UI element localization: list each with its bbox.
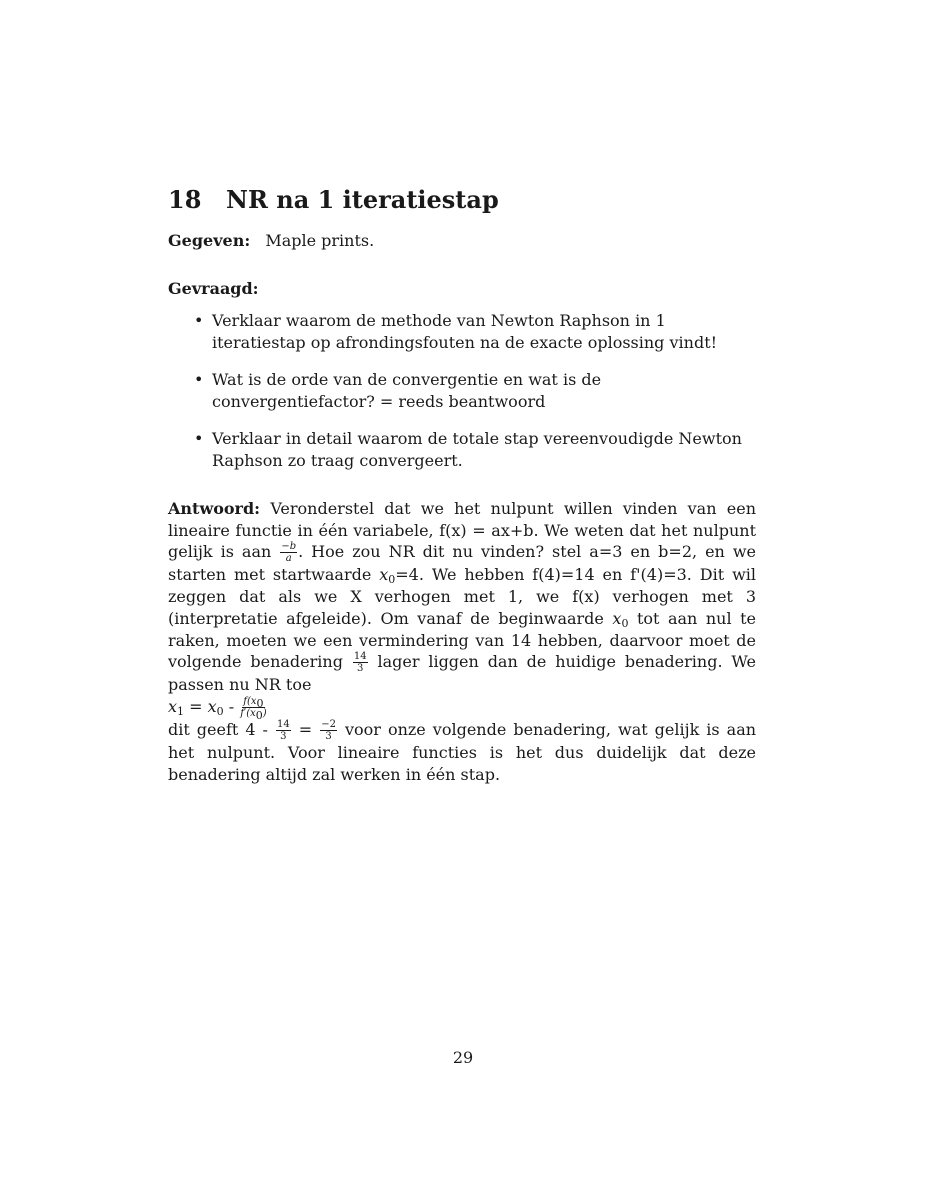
- fraction-denominator: [240, 707, 267, 722]
- fraction-f-over-fprime: [240, 695, 267, 722]
- subscript: 0: [621, 616, 629, 630]
- subscript: 1: [177, 704, 185, 718]
- subscript: 0: [388, 573, 396, 587]
- given-label: Gegeven:: [168, 231, 251, 250]
- variable-x: x: [207, 696, 217, 716]
- question-text: Verklaar in detail waarom de totale stap vereenvoudigde Newton Raphson zo traag convergeert.: [212, 429, 742, 470]
- given-text: Maple prints.: [265, 231, 375, 250]
- fraction-numerator: 14: [353, 651, 367, 663]
- fraction-numerator: −2: [321, 718, 336, 730]
- fraction-denominator: 3: [325, 730, 332, 742]
- answer-text: voor onze volgende benadering, wat gelijk is aan het nulpunt. Voor lineaire functies is het dus duidelijk dat deze benadering altijd zal werken in één stap.: [168, 719, 757, 784]
- minus-sign: -: [223, 696, 240, 716]
- fraction-denominator: a: [285, 553, 292, 565]
- subscript: 0: [256, 696, 264, 710]
- newton-raphson-formula: [168, 695, 756, 722]
- denominator-text: f′(x: [240, 707, 256, 719]
- list-item: [194, 428, 756, 472]
- bullet-icon: •: [194, 311, 204, 330]
- fraction-numerator: −b: [281, 541, 297, 553]
- fraction-denominator: 3: [357, 663, 364, 675]
- equals-sign: =: [291, 719, 320, 739]
- fraction-numerator: [242, 696, 264, 708]
- list-item: [194, 310, 756, 354]
- page-number: 29: [452, 1048, 474, 1067]
- asked-label: Gevraagd:: [168, 279, 259, 298]
- answer-label: Antwoord:: [168, 499, 261, 518]
- answer-text: =4. We hebben f(4)=14 en f'(4)=3. Dit wil zeggen dat als we X verhogen met 1, we f(x) verhogen met 3 (interpretatie afgeleide). Om vanaf de beginwaarde: [168, 565, 756, 628]
- bullet-icon: •: [194, 429, 204, 448]
- answer-text: lager liggen dan de huidige benadering. We passen nu NR toe: [168, 652, 757, 695]
- variable-x: x: [379, 565, 389, 585]
- question-text: Wat is de orde van de convergentie en wat is de convergentiefactor? = reeds beantwoord: [212, 370, 602, 411]
- answer-text: dit geeft 4 -: [168, 719, 268, 739]
- bullet-icon: •: [194, 370, 204, 389]
- subscript: 0: [255, 708, 263, 722]
- variable-x0: [379, 565, 396, 587]
- section-number: 18: [168, 185, 202, 214]
- equals-sign: =: [184, 696, 208, 716]
- closing-paren: ): [262, 707, 267, 719]
- numerator-text: f(x: [243, 695, 257, 707]
- answer-paragraph: [168, 498, 756, 785]
- given-line: [168, 230, 756, 252]
- fraction-14-over-3: [276, 719, 291, 742]
- answer-text: . Hoe zou NR dit nu vinden? stel a=3 en b=2, en we starten met startwaarde: [168, 542, 757, 585]
- variable-x0: [612, 609, 628, 628]
- document-page: [168, 183, 756, 785]
- fraction-numerator: 14: [277, 718, 290, 730]
- answer-text: Veronderstel dat we het nulpunt willen vinden van een lineaire functie in één variabele, f(x) = ax+b. We weten dat het nulpunt gelijk is aan: [168, 499, 756, 562]
- variable-x: x: [168, 696, 178, 716]
- fraction-denominator: 3: [280, 730, 287, 742]
- section-title: [168, 183, 756, 217]
- question-text: Verklaar waarom de methode van Newton Raphson in 1 iteratiestap op afrondingsfouten na de exacte oplossing vindt!: [212, 311, 718, 352]
- variable-x: x: [612, 608, 622, 628]
- fraction-14-over-3: [353, 651, 368, 674]
- subscript: 0: [216, 704, 224, 718]
- section-title-text: NR na 1 iteratiestap: [226, 185, 499, 214]
- question-list: [168, 310, 756, 472]
- fraction-minus-b-over-a: [280, 541, 297, 564]
- answer-text: tot aan nul te raken, moeten we een vermindering van 14 hebben, daarvoor moet de volgende benadering: [168, 608, 756, 672]
- fraction-minus2-over-3: [320, 719, 337, 742]
- list-item: [194, 369, 756, 413]
